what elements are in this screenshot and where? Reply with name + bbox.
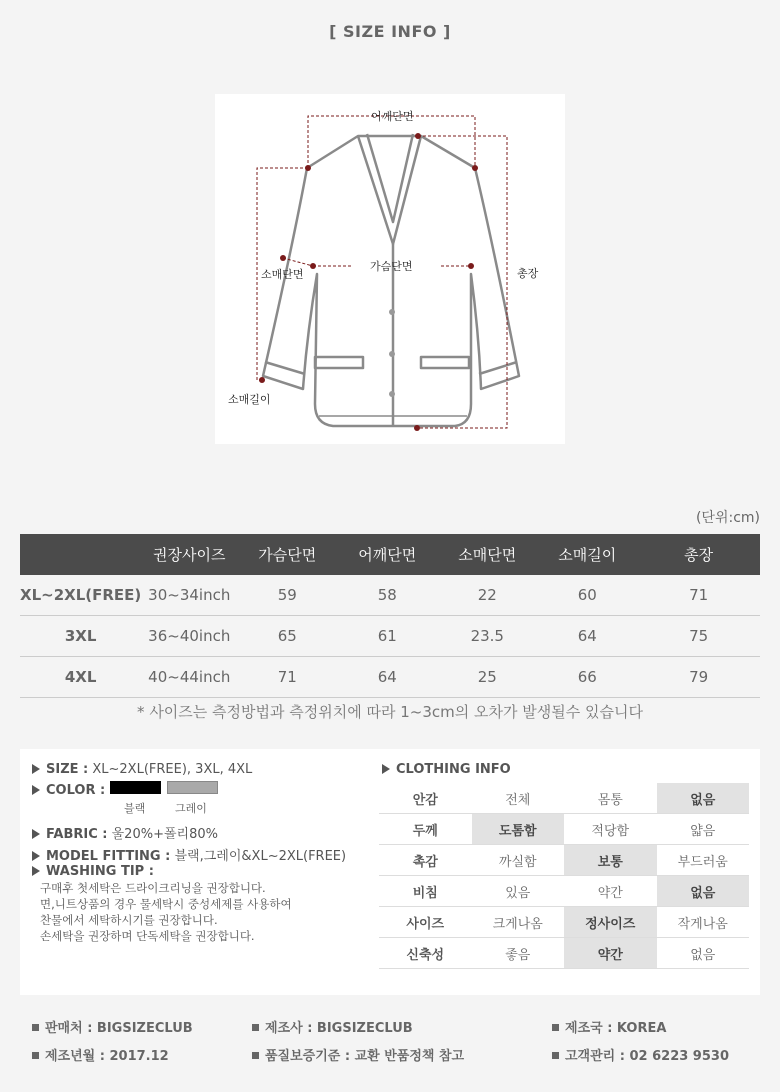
clothing-info-option: 없음 [657,938,750,969]
table-cell: 64 [537,616,637,657]
clothing-info-title-text: CLOTHING INFO [396,762,511,777]
triangle-bullet-icon [382,764,390,774]
sleeve-length-label: 소매길이 [228,393,271,406]
clothing-info-option: 몸통 [564,783,657,814]
warranty-info [252,1045,464,1064]
date-text: 제조년월 : 2017.12 [45,1049,169,1064]
table-cell: 65 [237,616,337,657]
color-name: 그레이 [175,802,207,815]
maker-info [252,1017,413,1036]
maker-text: 제조사 : BIGSIZECLUB [265,1021,413,1036]
clothing-info-option: 도톰함 [472,814,565,845]
measurement-note: * 사이즈는 측정방법과 측정위치에 따라 1~3cm의 오차가 발생될수 있습니다 [137,703,643,721]
table-cell: 60 [537,575,637,616]
clothing-info-option: 없음 [657,876,750,907]
table-row [20,575,760,616]
cuff-label: 소매단면 [261,268,304,281]
header-cell: 소매길이 [537,534,637,575]
fitting-spec-label: MODEL FITTING : [46,849,171,864]
size-name: 3XL [20,616,141,657]
table-cell: 66 [537,657,637,698]
washing-line: 찬물에서 세탁하시기를 권장합니다. [40,913,218,927]
header-cell: 소매단면 [437,534,537,575]
shoulder-label: 어깨단면 [371,110,414,123]
table-cell: 22 [437,575,537,616]
clothing-info-row [379,783,749,814]
table-cell: 59 [237,575,337,616]
triangle-bullet-icon [32,829,40,839]
color-swatch-gray[interactable] [167,781,218,794]
color-spec-label: COLOR : [46,783,106,798]
table-cell: 36~40inch [141,616,237,657]
size-name: 4XL [20,657,141,698]
square-bullet-icon [32,1052,39,1059]
square-bullet-icon [552,1052,559,1059]
clothing-info-row [379,938,749,969]
table-cell: 75 [637,616,760,657]
country-info [552,1017,666,1036]
fitting-spec-value: 블랙,그레이&XL~2XL(FREE) [174,849,347,864]
size-table-header [20,534,760,575]
product-info-box [20,749,760,995]
table-cell: 23.5 [437,616,537,657]
clothing-info-option: 크게나옴 [472,907,565,938]
clothing-info-row [379,876,749,907]
square-bullet-icon [252,1052,259,1059]
table-row [20,616,760,657]
color-name: 블랙 [124,802,146,815]
clothing-info-option: 있음 [472,876,565,907]
clothing-info-row [379,845,749,876]
table-cell: 71 [637,575,760,616]
fitting-spec [32,845,346,864]
washing-line: 면,니트상품의 경우 물세탁시 중성세제를 사용하여 [40,897,292,911]
triangle-bullet-icon [32,866,40,876]
garment-diagram [215,94,565,444]
clothing-info-label: 비침 [379,876,472,907]
country-text: 제조국 : KOREA [565,1021,667,1036]
seller-text: 판매처 : BIGSIZECLUB [45,1021,193,1036]
table-row [20,657,760,698]
table-cell: 25 [437,657,537,698]
table-cell: 71 [237,657,337,698]
clothing-info-table [379,783,749,969]
clothing-info-label: 안감 [379,783,472,814]
clothing-info-option: 전체 [472,783,565,814]
clothing-info-option: 얇음 [657,814,750,845]
date-info [32,1045,169,1064]
clothing-info-label: 사이즈 [379,907,472,938]
header-cell: 어깨단면 [337,534,437,575]
header-cell [20,534,141,575]
color-spec [32,783,105,798]
size-spec [32,762,252,777]
header-cell: 권장사이즈 [141,534,237,575]
warranty-text: 품질보증기준 : 교환 반품정책 참고 [265,1049,465,1064]
clothing-info-label: 촉감 [379,845,472,876]
fabric-spec-value: 울20%+폴리80% [111,827,218,842]
clothing-info-option: 약간 [564,938,657,969]
table-cell: 64 [337,657,437,698]
clothing-info-label: 두께 [379,814,472,845]
contact-text: 고객관리 : 02 6223 9530 [565,1049,729,1064]
table-cell: 30~34inch [141,575,237,616]
washing-line: 손세탁을 권장하며 단독세탁을 권장합니다. [40,929,255,943]
unit-label: (단위:cm) [695,510,760,526]
clothing-info-row [379,814,749,845]
clothing-info-option: 없음 [657,783,750,814]
header-cell: 총장 [637,534,760,575]
triangle-bullet-icon [32,764,40,774]
page-title: [ SIZE INFO ] [329,22,451,41]
clothing-info-option: 보통 [564,845,657,876]
size-spec-value: XL~2XL(FREE), 3XL, 4XL [92,762,253,777]
contact-info [552,1045,729,1064]
clothing-info-label: 신축성 [379,938,472,969]
size-spec-label: SIZE : [46,762,89,777]
table-cell: 58 [337,575,437,616]
washing-spec [32,864,154,879]
washing-line: 구매후 첫세탁은 드라이크리닝을 권장합니다. [40,881,266,895]
square-bullet-icon [32,1024,39,1031]
size-name: XL~2XL(FREE) [20,575,141,616]
table-cell: 79 [637,657,760,698]
clothing-info-title [382,762,511,777]
clothing-info-row [379,907,749,938]
clothing-info-option: 작게나옴 [657,907,750,938]
table-cell: 61 [337,616,437,657]
color-swatch-black[interactable] [110,781,161,794]
clothing-info-option: 적당함 [564,814,657,845]
clothing-info-option: 정사이즈 [564,907,657,938]
clothing-info-option: 까실함 [472,845,565,876]
chest-label: 가슴단면 [370,260,413,273]
triangle-bullet-icon [32,851,40,861]
square-bullet-icon [552,1024,559,1031]
square-bullet-icon [252,1024,259,1031]
table-cell: 40~44inch [141,657,237,698]
clothing-info-option: 좋음 [472,938,565,969]
size-table [20,534,760,698]
fabric-spec-label: FABRIC : [46,827,108,842]
header-cell: 가슴단면 [237,534,337,575]
washing-spec-label: WASHING TIP : [46,864,154,879]
clothing-info-option: 약간 [564,876,657,907]
fabric-spec [32,823,218,842]
length-label: 총장 [517,267,539,280]
triangle-bullet-icon [32,785,40,795]
seller-info [32,1017,193,1036]
clothing-info-option: 부드러움 [657,845,750,876]
